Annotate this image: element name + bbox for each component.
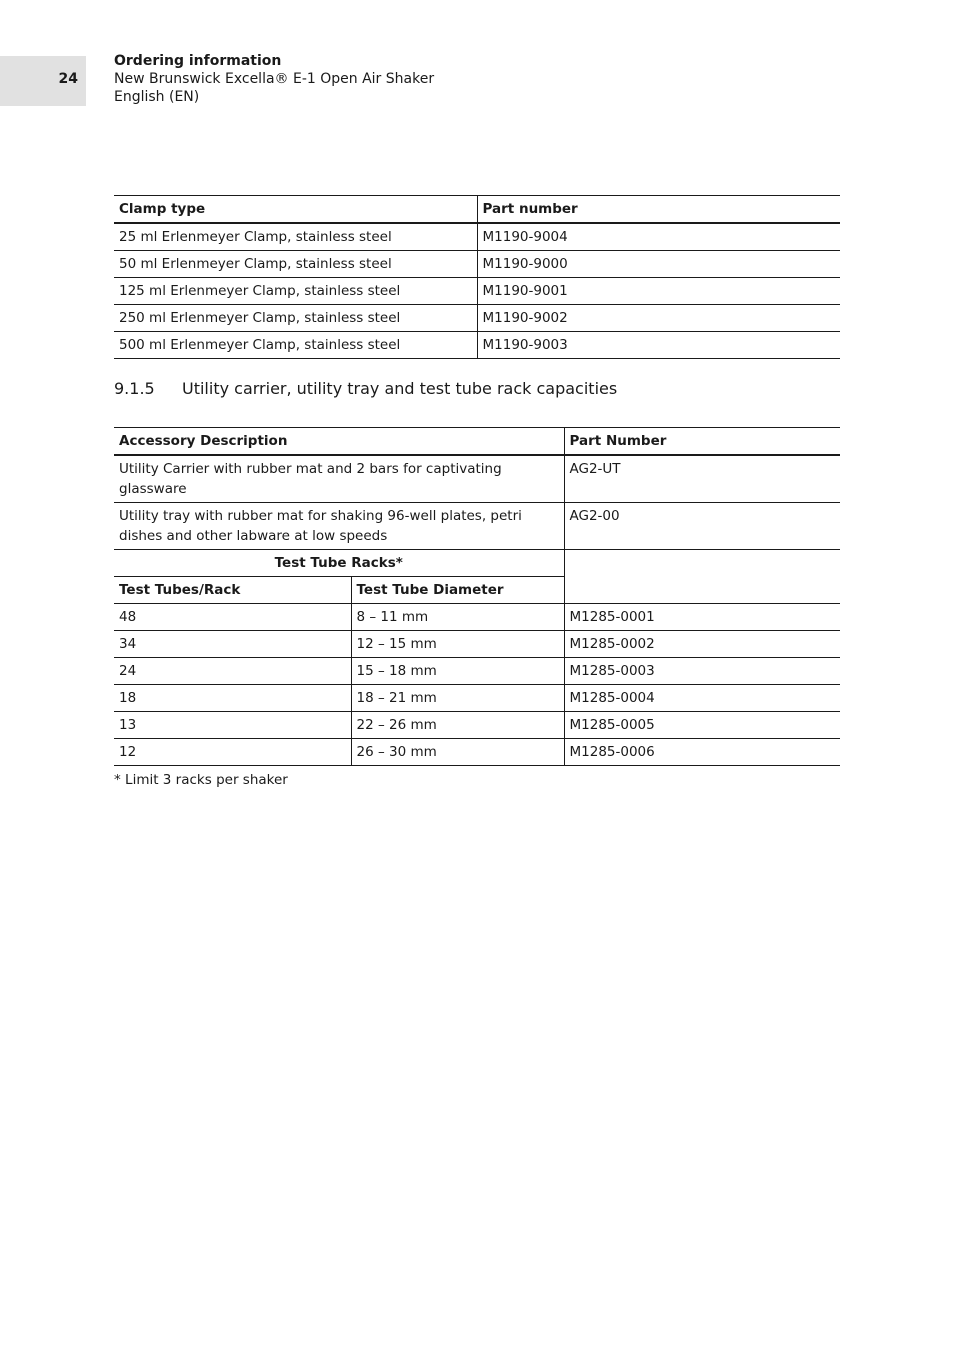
clamp-type-cell: 125 ml Erlenmeyer Clamp, stainless steel [114, 278, 477, 305]
clamp-type-cell: 500 ml Erlenmeyer Clamp, stainless steel [114, 332, 477, 359]
accessory-description-cell: Utility tray with rubber mat for shaking 96-well plates, petri dishes and other labware at low speeds [114, 503, 564, 550]
tube-diameter-cell: 22 – 26 mm [351, 712, 564, 739]
tube-diameter-cell: 26 – 30 mm [351, 739, 564, 766]
tube-diameter-cell: 18 – 21 mm [351, 685, 564, 712]
rack-group-row [114, 550, 840, 577]
part-number-cell: M1190-9004 [477, 223, 840, 251]
header-language: English (EN) [114, 89, 200, 105]
table-row [114, 305, 840, 332]
part-number-cell: M1285-0002 [564, 631, 840, 658]
part-number-cell: M1190-9000 [477, 251, 840, 278]
column-header-part-number: Part number [477, 196, 840, 224]
empty-cell [564, 550, 840, 604]
column-header-test-tubes-per-rack: Test Tubes/Rack [114, 577, 351, 604]
column-header-part-number: Part Number [564, 428, 840, 456]
part-number-cell: AG2-00 [564, 503, 840, 550]
part-number-cell: M1285-0001 [564, 604, 840, 631]
tubes-per-rack-cell: 34 [114, 631, 351, 658]
tubes-per-rack-cell: 48 [114, 604, 351, 631]
accessory-table [114, 427, 840, 766]
part-number-cell: M1285-0005 [564, 712, 840, 739]
part-number-cell: AG2-UT [564, 455, 840, 503]
part-number-cell: M1190-9002 [477, 305, 840, 332]
table-row [114, 455, 840, 503]
part-number-cell: M1285-0004 [564, 685, 840, 712]
header-section-title: Ordering information [114, 53, 282, 69]
clamp-type-cell: 25 ml Erlenmeyer Clamp, stainless steel [114, 223, 477, 251]
accessory-description-cell: Utility Carrier with rubber mat and 2 bars for captivating glassware [114, 455, 564, 503]
column-header-test-tube-diameter: Test Tube Diameter [351, 577, 564, 604]
table-row [114, 712, 840, 739]
table-row [114, 251, 840, 278]
part-number-cell: M1285-0003 [564, 658, 840, 685]
table-row [114, 332, 840, 359]
table-row [114, 223, 840, 251]
tube-diameter-cell: 12 – 15 mm [351, 631, 564, 658]
table-row [114, 503, 840, 550]
rack-group-title: Test Tube Racks* [114, 550, 564, 577]
column-header-clamp-type: Clamp type [114, 196, 477, 224]
section-title: Utility carrier, utility tray and test tube rack capacities [182, 379, 618, 398]
part-number-cell: M1190-9001 [477, 278, 840, 305]
tube-diameter-cell: 15 – 18 mm [351, 658, 564, 685]
table-row [114, 631, 840, 658]
tube-diameter-cell: 8 – 11 mm [351, 604, 564, 631]
part-number-cell: M1285-0006 [564, 739, 840, 766]
tubes-per-rack-cell: 24 [114, 658, 351, 685]
tubes-per-rack-cell: 13 [114, 712, 351, 739]
page-header [114, 52, 434, 106]
part-number-cell: M1190-9003 [477, 332, 840, 359]
clamp-type-cell: 50 ml Erlenmeyer Clamp, stainless steel [114, 251, 477, 278]
header-product-name: New Brunswick Excella® E-1 Open Air Shaker [114, 71, 435, 87]
section-heading [114, 378, 617, 400]
table-row [114, 739, 840, 766]
table-header-row [114, 196, 840, 224]
table-row [114, 685, 840, 712]
tubes-per-rack-cell: 12 [114, 739, 351, 766]
tubes-per-rack-cell: 18 [114, 685, 351, 712]
table-header-row [114, 428, 840, 456]
table-row [114, 278, 840, 305]
footnote: * Limit 3 racks per shaker [114, 772, 288, 788]
clamp-type-cell: 250 ml Erlenmeyer Clamp, stainless steel [114, 305, 477, 332]
table-row [114, 604, 840, 631]
table-row [114, 658, 840, 685]
column-header-accessory-description: Accessory Description [114, 428, 564, 456]
section-number: 9.1.5 [114, 379, 155, 398]
clamp-table [114, 195, 840, 359]
page-number: 24 [58, 71, 78, 87]
